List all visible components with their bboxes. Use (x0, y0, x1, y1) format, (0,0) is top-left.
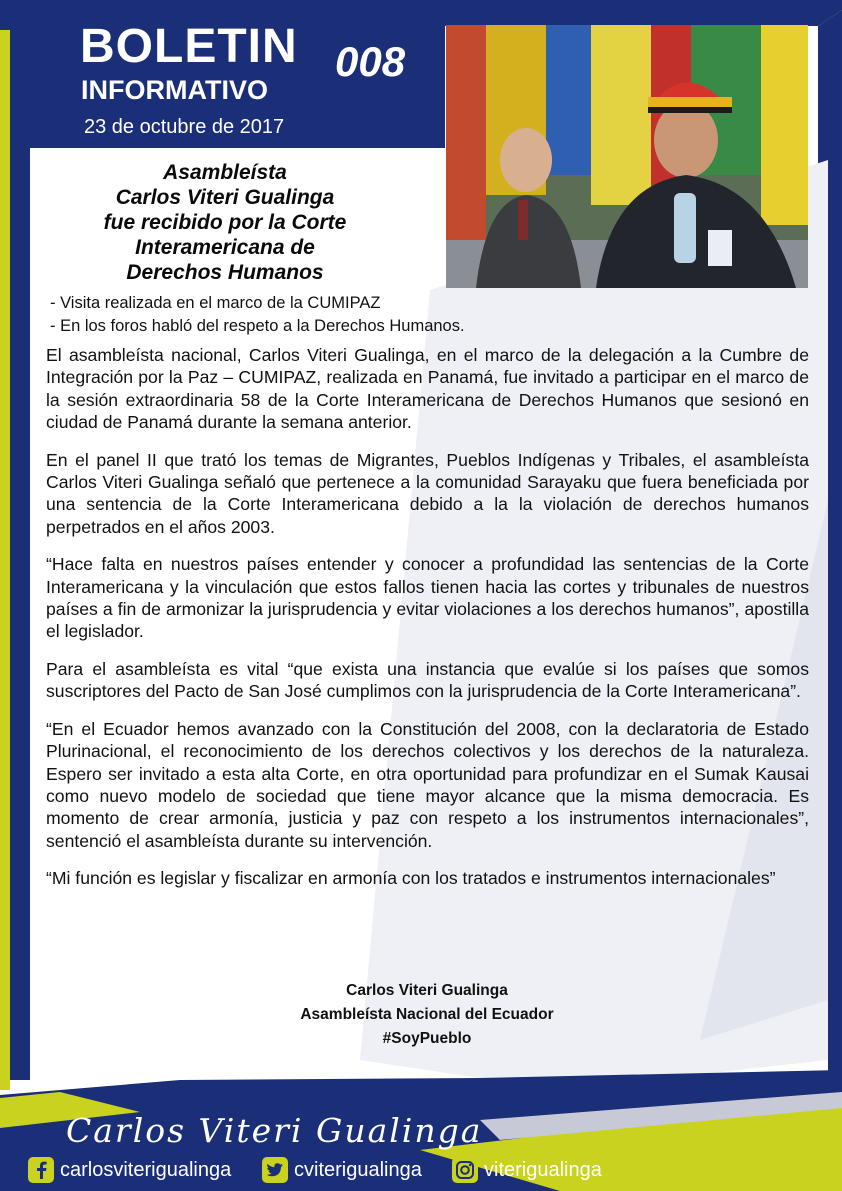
signature-role: Asambleísta Nacional del Ecuador (300, 1006, 554, 1023)
headline-line: fue recibido por la Corte (103, 211, 347, 234)
signature-block (0, 979, 842, 1051)
headline-line: Interamericana de (135, 236, 315, 259)
article-body (46, 344, 809, 905)
summary-bullets (50, 292, 465, 338)
headline-line: Asambleísta (163, 161, 287, 184)
facebook-icon (28, 1157, 54, 1183)
twitter-link[interactable] (262, 1155, 422, 1185)
body-paragraph: “Mi función es legislar y fiscalizar en armonía con los tratados e instrumentos internacionales” (46, 868, 776, 889)
bulletin-title: BOLETIN (80, 20, 298, 73)
footer-script-name: Carlos Viteri Gualinga (66, 1111, 483, 1150)
session-photo (446, 25, 808, 288)
facebook-link[interactable] (28, 1155, 231, 1185)
bulletin-subtitle: INFORMATIVO (81, 75, 268, 105)
twitter-icon (262, 1157, 288, 1183)
headline (60, 160, 390, 285)
body-paragraph: “Hace falta en nuestros países entender y conocer a profundidad las sentencias de la Corte Interamericana y la vinculación que estos fallos tienen hacia las cortes y tribunales de nuestros países a fin de armonizar la jurisprudencia y evitar violaciones a los derechos humanos”, apostilla el legislador. (46, 554, 809, 642)
headline-line: Carlos Viteri Gualinga (115, 186, 335, 209)
session-photo-illustration (446, 25, 808, 288)
twitter-handle[interactable]: cviterigualinga (294, 1158, 422, 1181)
summary-bullet: - En los foros habló del respeto a la Derechos Humanos. (50, 317, 465, 335)
instagram-link[interactable] (452, 1155, 602, 1185)
signature-hashtag: #SoyPueblo (382, 1030, 472, 1047)
body-paragraph: “En el Ecuador hemos avanzado con la Constitución del 2008, con la declaratoria de Estado Plurinacional, el reconocimiento de los derechos colectivos y los derechos de la naturaleza. Espero ser invitado a esta alta Corte, en otra oportunidad para profundizar en el Sumak Kausai como nuevo modelo de sociedad que tiene mayor alcance que la misma democracia. Es momento de crear armonía, justicia y paz con respeto a los instrumentos internacionales”, sentenció el asambleísta durante su intervención. (46, 718, 809, 851)
summary-bullet: - Visita realizada en el marco de la CUMIPAZ (50, 294, 381, 312)
issue-number: 008 (335, 38, 406, 85)
issue-date: 23 de octubre de 2017 (84, 116, 285, 138)
headline-line: Derechos Humanos (126, 261, 324, 284)
facebook-handle[interactable]: carlosviterigualinga (60, 1158, 232, 1181)
body-paragraph: El asambleísta nacional, Carlos Viteri Gualinga, en el marco de la delegación a la Cumbre de Integración por la Paz – CUMIPAZ, realizada en Panamá, fue invitado a participar en el marco de la sesión extraordinaria 58 de la Corte Interamericana de Derechos Humanos que sesionó en ciudad de Panamá durante la semana anterior. (46, 345, 809, 433)
body-paragraph: En el panel II que trató los temas de Migrantes, Pueblos Indígenas y Tribales, el asambleísta Carlos Viteri Gualinga señaló que pertenece a la comunidad Sarayaku que fuera beneficiada por una sentencia de la Corte Interamericana debido a la la violación de derechos humanos perpetrados en el años 2003. (46, 449, 809, 537)
body-paragraph: Para el asambleísta es vital “que exista una instancia que evalúe si los países que somos suscriptores del Pacto de San José cumplimos con la jurisprudencia de la Corte Interamericana”. (46, 658, 809, 702)
left-yellow-strip (0, 30, 10, 1090)
signature-name: Carlos Viteri Gualinga (346, 982, 508, 999)
instagram-handle[interactable]: viterigualinga (484, 1158, 602, 1181)
instagram-icon (452, 1157, 478, 1183)
